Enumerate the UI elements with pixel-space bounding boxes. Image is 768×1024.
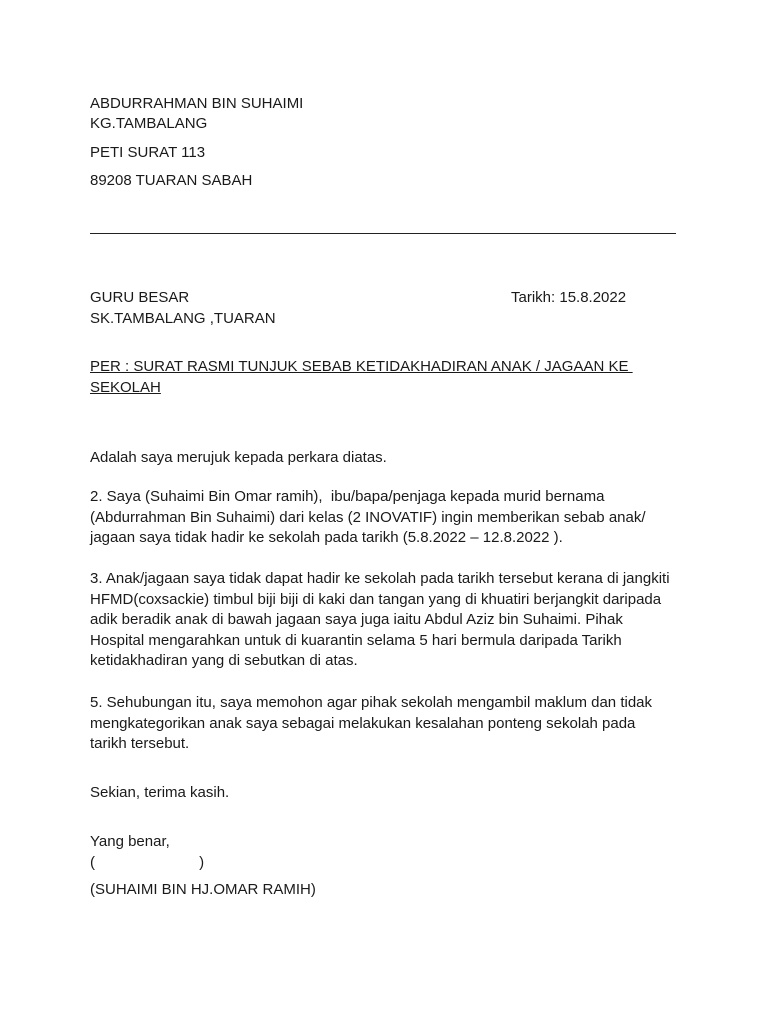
- paragraph-5-line: tarikh tersebut.: [90, 735, 190, 753]
- letter-subject: [90, 357, 633, 398]
- paragraph-2-line: (Abdurrahman Bin Suhaimi) dari kelas (2 INOVATIF) ingin memberikan sebab anak/: [90, 508, 646, 526]
- paragraph-3: [90, 569, 670, 672]
- letter-date: Tarikh: 15.8.2022: [511, 289, 627, 306]
- sender-name: ABDURRAHMAN BIN SUHAIMI: [90, 95, 304, 112]
- opening-line: Adalah saya merujuk kepada perkara diatas.: [90, 449, 387, 466]
- paragraph-2: [90, 487, 670, 549]
- paragraph-3-line: adik beradik anak di bawah jagaan saya juga iaitu Abdul Aziz bin Suhaimi. Pihak: [90, 611, 623, 629]
- signature-salutation: Yang benar,: [90, 833, 170, 850]
- paragraph-5-line: mengkategorikan anak saya sebagai melakukan kesalahan ponteng sekolah pada: [90, 714, 636, 732]
- paragraph-3-line: HFMD(coxsackie) timbul biji biji di kaki dan tangan yang di khuatiri berjangkit daripada: [90, 590, 662, 608]
- paragraph-3-line: 3. Anak/jagaan saya tidak dapat hadir ke sekolah pada tarikh tersebut kerana di jangkiti: [90, 570, 670, 587]
- paragraph-2-line: 2. Saya (Suhaimi Bin Omar ramih), ibu/bapa/penjaga kepada murid bernama: [90, 488, 605, 505]
- paragraph-3-line: Hospital mengarahkan untuk di kuarantin selama 5 hari bermula daripada Tarikh: [90, 631, 622, 649]
- closing-line: Sekian, terima kasih.: [90, 784, 230, 801]
- sender-village: KG.TAMBALANG: [90, 115, 208, 132]
- signature-space: ( ): [90, 854, 205, 871]
- recipient-school: SK.TAMBALANG ,TUARAN: [90, 310, 276, 327]
- sender-po-box: PETI SURAT 113: [90, 144, 206, 161]
- recipient-title: GURU BESAR: [90, 289, 190, 306]
- paragraph-5-line: 5. Sehubungan itu, saya memohon agar pihak sekolah mengambil maklum dan tidak: [90, 694, 653, 711]
- paragraph-2-line: jagaan saya tidak hadir ke sekolah pada tarikh (5.8.2022 – 12.8.2022 ).: [90, 529, 563, 547]
- sender-postcode-city: 89208 TUARAN SABAH: [90, 172, 253, 189]
- subject-line-2: SEKOLAH: [90, 378, 161, 396]
- paragraph-5: [90, 693, 670, 755]
- subject-line-1: PER : SURAT RASMI TUNJUK SEBAB KETIDAKHADIRAN ANAK / JAGAAN KE: [90, 358, 633, 375]
- paragraph-3-line: ketidakhadiran yang di sebutkan di atas.: [90, 652, 358, 670]
- signature-name: (SUHAIMI BIN HJ.OMAR RAMIH): [90, 881, 316, 898]
- divider-line: [90, 233, 676, 234]
